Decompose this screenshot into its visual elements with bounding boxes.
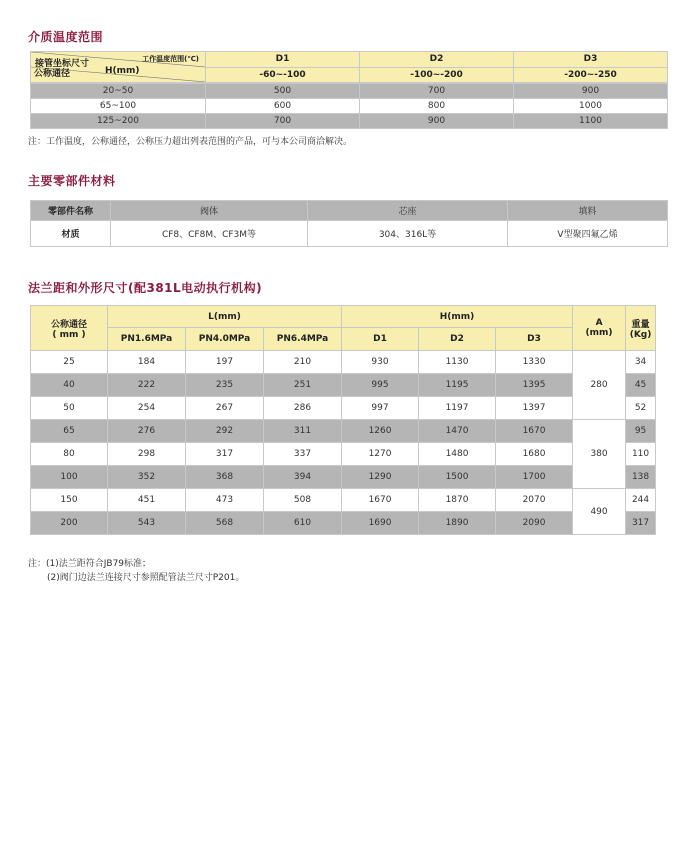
value-cell: 235 (186, 374, 264, 397)
part-seat: 芯座 (308, 201, 508, 221)
dn-cell: 65~100 (31, 99, 206, 114)
d3-header: D3 (496, 328, 573, 351)
value-cell: 368 (186, 466, 264, 489)
value-cell: 267 (186, 397, 264, 420)
value-cell: 2090 (496, 512, 573, 535)
part-packing: 填料 (508, 201, 668, 221)
value-cell: 292 (186, 420, 264, 443)
dn-header-label: 公称通径 (50, 319, 87, 330)
value-cell: 995 (342, 374, 419, 397)
col-d3-range: -200~-250 (514, 67, 668, 83)
value-cell: 251 (264, 374, 342, 397)
dn-cell: 80 (31, 443, 108, 466)
value-cell: 1290 (342, 466, 419, 489)
dn-cell: 20~50 (31, 84, 206, 99)
table-row (31, 512, 656, 535)
value-cell: 1330 (496, 351, 573, 374)
part-body: 阀体 (111, 201, 308, 221)
value-cell: 1670 (342, 489, 419, 512)
weight-cell: 52 (626, 397, 656, 420)
value-cell: 610 (264, 512, 342, 535)
value-cell: 1680 (496, 443, 573, 466)
col-d1-range: -60~-100 (206, 67, 360, 83)
dimensions-table (30, 305, 656, 535)
value-cell: 337 (264, 443, 342, 466)
dn-cell: 125~200 (31, 114, 206, 129)
dn-cell: 150 (31, 489, 108, 512)
table-row (31, 466, 656, 489)
temp-table-note: 注：工作温度，公称通径，公称压力超出列表范围的产品，可与本公司商洽解决。 (28, 137, 353, 147)
weight-cell: 138 (626, 466, 656, 489)
dims-note-2: (2)阀门边法兰连接尺寸参照配管法兰尺寸P201。 (47, 573, 245, 583)
value-cell: 1195 (419, 374, 496, 397)
weight-header-unit: (Kg) (629, 329, 652, 340)
weight-cell: 95 (626, 420, 656, 443)
table-row (31, 99, 668, 114)
table-row (31, 489, 656, 512)
value-cell: 500 (206, 84, 360, 99)
materials-table (30, 200, 668, 247)
temp-range-table (30, 51, 668, 129)
value-cell: 1397 (496, 397, 573, 420)
temp-range-title: 介质温度范围 (28, 30, 104, 44)
value-cell: 1700 (496, 466, 573, 489)
weight-header-label: 重量 (631, 319, 650, 330)
value-cell: 800 (360, 99, 514, 114)
table-row (31, 84, 668, 99)
d2-header: D2 (419, 328, 496, 351)
work-temp-label: 工作温度范围(℃) (142, 55, 199, 63)
value-cell: 700 (206, 114, 360, 129)
weight-cell: 34 (626, 351, 656, 374)
col-d1-header: D1 (206, 52, 360, 68)
value-cell: 311 (264, 420, 342, 443)
value-cell: 394 (264, 466, 342, 489)
value-cell: 1100 (514, 114, 668, 129)
weight-cell: 317 (626, 512, 656, 535)
table-row (31, 420, 656, 443)
a-value-cell: 280 (573, 351, 626, 420)
value-cell: 543 (108, 512, 186, 535)
dn-label: 公称通径 (34, 69, 71, 79)
value-cell: 222 (108, 374, 186, 397)
table-row (31, 443, 656, 466)
value-cell: 197 (186, 351, 264, 374)
col-d2-header: D2 (360, 52, 514, 68)
a-header-label: A (595, 318, 603, 328)
l-header: L(mm) (108, 306, 342, 328)
value-cell: 1000 (514, 99, 668, 114)
value-cell: 286 (264, 397, 342, 420)
dn-header (31, 306, 108, 351)
material-label: 材质 (31, 221, 111, 247)
value-cell: 352 (108, 466, 186, 489)
weight-cell: 110 (626, 443, 656, 466)
value-cell: 254 (108, 397, 186, 420)
col-d2-range: -100~-200 (360, 67, 514, 83)
a-value-cell: 380 (573, 420, 626, 489)
value-cell: 568 (186, 512, 264, 535)
a-value-cell: 490 (573, 489, 626, 535)
value-cell: 317 (186, 443, 264, 466)
pn40-header: PN4.0MPa (186, 328, 264, 351)
value-cell: 1890 (419, 512, 496, 535)
table-row (31, 351, 656, 374)
dn-cell: 100 (31, 466, 108, 489)
value-cell: 700 (360, 84, 514, 99)
value-cell: 451 (108, 489, 186, 512)
value-cell: 1690 (342, 512, 419, 535)
value-cell: 508 (264, 489, 342, 512)
a-header (573, 306, 626, 351)
material-packing: V型聚四氟乙烯 (508, 221, 668, 247)
table-row (31, 114, 668, 129)
material-body: CF8、CF8M、CF3M等 (111, 221, 308, 247)
dn-cell: 50 (31, 397, 108, 420)
materials-title: 主要零部件材料 (28, 174, 116, 188)
dn-cell: 40 (31, 374, 108, 397)
pipe-size-label: 接管坐标尺寸 (35, 59, 90, 69)
part-name-header: 零部件名称 (31, 201, 111, 221)
value-cell: 1130 (419, 351, 496, 374)
d1-header: D1 (342, 328, 419, 351)
col-d3-header: D3 (514, 52, 668, 68)
value-cell: 298 (108, 443, 186, 466)
value-cell: 900 (514, 84, 668, 99)
dims-note-1: 注：(1)法兰距符合JB79标准； (28, 559, 152, 569)
pn64-header: PN6.4MPa (264, 328, 342, 351)
value-cell: 1470 (419, 420, 496, 443)
table-row (31, 397, 656, 420)
weight-cell: 45 (626, 374, 656, 397)
value-cell: 1670 (496, 420, 573, 443)
value-cell: 1395 (496, 374, 573, 397)
dn-cell: 25 (31, 351, 108, 374)
h-header: H(mm) (342, 306, 573, 328)
value-cell: 600 (206, 99, 360, 114)
h-mm-label: H(mm) (105, 66, 140, 76)
dn-cell: 65 (31, 420, 108, 443)
a-header-unit: (mm) (585, 328, 613, 338)
weight-header (626, 306, 656, 351)
value-cell: 473 (186, 489, 264, 512)
value-cell: 1500 (419, 466, 496, 489)
weight-cell: 244 (626, 489, 656, 512)
dn-cell: 200 (31, 512, 108, 535)
dimensions-title: 法兰距和外形尺寸(配381L电动执行机构) (28, 281, 263, 295)
value-cell: 2070 (496, 489, 573, 512)
value-cell: 1197 (419, 397, 496, 420)
value-cell: 210 (264, 351, 342, 374)
value-cell: 1480 (419, 443, 496, 466)
value-cell: 997 (342, 397, 419, 420)
dn-header-unit: ( mm ) (52, 329, 86, 340)
value-cell: 900 (360, 114, 514, 129)
value-cell: 276 (108, 420, 186, 443)
value-cell: 930 (342, 351, 419, 374)
value-cell: 1270 (342, 443, 419, 466)
value-cell: 1870 (419, 489, 496, 512)
pn16-header: PN1.6MPa (108, 328, 186, 351)
table-row (31, 374, 656, 397)
value-cell: 184 (108, 351, 186, 374)
material-seat: 304、316L等 (308, 221, 508, 247)
value-cell: 1260 (342, 420, 419, 443)
